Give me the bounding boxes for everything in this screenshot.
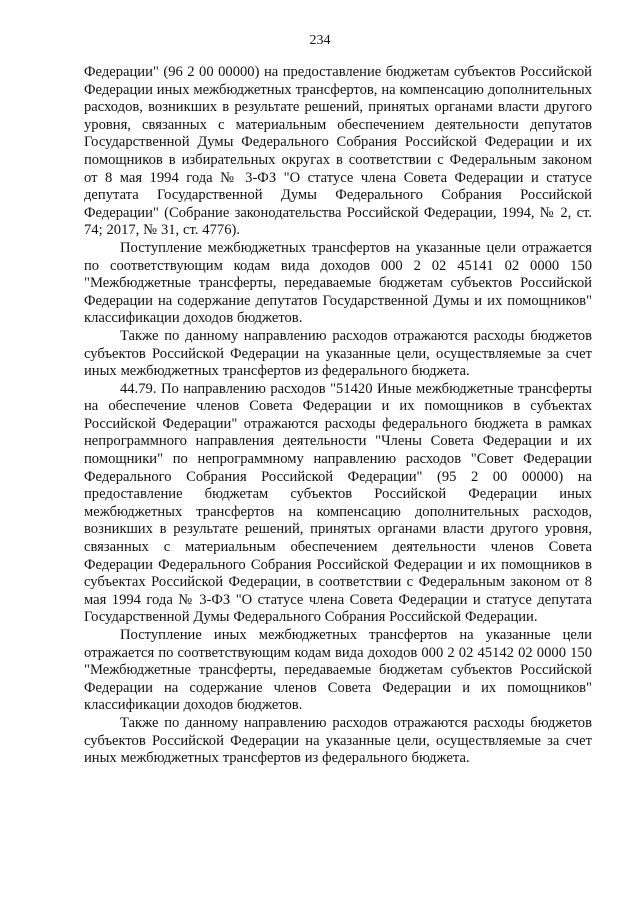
body-text [84, 64, 592, 768]
paragraph-section-44-79: 44.79. По направлению расходов "51420 Иные межбюджетные трансферты на обеспечение членов Совета Федерации и их помощников в субъектах Российской Федерации" отражаются расходы федерального бюджета в рамках непрограммного направления деятельности "Члены Совета Федерации и их помощники" по непрограммному направлению расходов "Совет Федерации Федерального Собрания Российской Федерации" (95 2 00 00000) на предоставление бюджетам субъектов Российской Федерации иных межбюджетных трансфертов на компенсацию дополнительных расходов, возникших в результате решений, принятых органами власти другого уровня, связанных с материальным обеспечением деятельности членов Совета Федерации Федерального Собрания Российской Федерации и их помощников в субъектах Российской Федерации, в соответствии с Федеральным законом от 8 мая 1994 года № 3-ФЗ "О статусе члена Совета Федерации и статусе депутата Государственной Думы Федерального Собрания Российской Федерации. [84, 380, 592, 626]
paragraph-also-expenses: Также по данному направлению расходов отражаются расходы бюджетов субъектов Российской Федерации на указанные цели, осуществляемые за счет иных межбюджетных трансфертов из федерального бюджета. [84, 327, 592, 380]
paragraph-revenue-receipt-2: Поступление иных межбюджетных трансфертов на указанные цели отражается по соответствующим кодам вида доходов 000 2 02 45142 02 0000 150 "Межбюджетные трансферты, передаваемые бюджетам субъектов Российской Федерации на содержание членов Совета Федерации и их помощников" классификации доходов бюджетов. [84, 627, 592, 714]
page-number: 234 [309, 33, 331, 48]
paragraph-continuation: Федерации" (96 2 00 00000) на предоставление бюджетам субъектов Российской Федерации иных межбюджетных трансфертов, на компенсацию дополнительных расходов, возникших в результате решений, принятых органами власти другого уровня, связанных с материальным обеспечением деятельности депутатов Государственной Думы Федерального Собрания Российской Федерации и их помощников в избирательных округах в соответствии с Федеральным законом от 8 мая 1994 года № 3-ФЗ "О статусе члена Совета Федерации и статусе депутата Государственной Думы Федерального Собрания Российской Федерации" (Собрание законодательства Российской Федерации, 1994, № 2, ст. 74; 2017, № 31, ст. 4776). [84, 64, 592, 239]
paragraph-also-expenses-2: Также по данному направлению расходов отражаются расходы бюджетов субъектов Российской Федерации на указанные цели, осуществляемые за счет иных межбюджетных трансфертов из федерального бюджета. [84, 714, 592, 767]
paragraph-revenue-receipt: Поступление межбюджетных трансфертов на указанные цели отражается по соответствующим кодам вида доходов 000 2 02 45141 02 0000 150 "Межбюджетные трансферты, передаваемые бюджетам субъектов Российской Федерации на содержание депутатов Государственной Думы и их помощников" классификации доходов бюджетов. [84, 239, 592, 327]
